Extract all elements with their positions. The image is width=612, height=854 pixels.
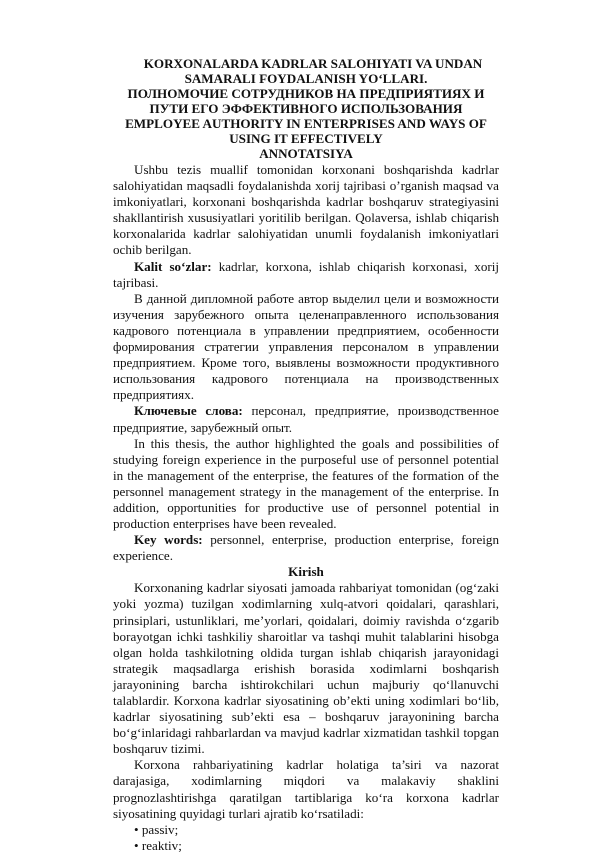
keywords-russian [113, 403, 499, 435]
keywords-russian-text: персонал, предприятие, производственное предприятие, зарубежный опыт. [113, 403, 499, 435]
document-page [113, 56, 499, 854]
keywords-english-text: personnel, enterprise, production enterprise, foreign experience. [113, 532, 500, 564]
title-uzbek: KORXONALARDA KADRLAR SALOHIYATI VA UNDAN SAMARALI FOYDALANISH YO‘LLARI. [143, 56, 483, 86]
policy-types-list [113, 822, 499, 854]
annotation-russian: В данной дипломной работе автор выделил цели и возможности изучения зарубежного опыта целенаправленного использования кадрового потенциала в управлении предприятием, особенности формирования стратегии управления персоналом в управлении предприятием. Кроме того, выявлены возможности продуктивного использования кадрового потенциала на производственных предприятиях. [113, 290, 499, 403]
annotation-uzbek: Ushbu tezis muallif tomonidan korxonani boshqarishda kadrlar salohiyatidan maqsadli foydalanishda xorij tajribasi o’rganish maqsad va imkoniyatlari, korxonani boshqarishda kadrlar boshqaruv strategiyasini shakllantirish xususiyatlari yoritilib berilgan. Qolaversa, ishlab chiqarish korxonalarida kadrlar salohiyatidan unumli foydalanish imkoniyatlari ochib berilgan. [113, 162, 499, 258]
title-english: EMPLOYEE AUTHORITY IN ENTERPRISES AND WAYS OF USING IT EFFECTIVELY [125, 116, 487, 146]
keywords-english-label: Key words: [134, 532, 203, 548]
keywords-english [113, 532, 499, 564]
intro-paragraph-2: Korxona rahbariyatining kadrlar holatiga ta’siri va nazorat darajasiga, xodimlarning miqdori va malakaviy shaklini prognozlashtirishga qaratilgan tartiblariga ko‘ra korxona kadrlar siyosatining quyidagi turlari ajratib ko‘rsatiladi: [113, 757, 499, 821]
keywords-uzbek-text: kadrlar, korxona, ishlab chiqarish korxonasi, xorij tajribasi. [113, 258, 500, 290]
annotation-english: In this thesis, the author highlighted the goals and possibilities of studying foreign experience in the purposeful use of personnel potential in the management of the enterprise, the features of the formation of the personnel management strategy in the management of the enterprise. In addition, opportunities for productive use of personnel potential in production enterprises have been revealed. [113, 435, 499, 532]
intro-heading: Kirish [288, 564, 324, 580]
keywords-uzbek-label: Kalit so‘zlar: [134, 258, 212, 274]
list-item: • reaktiv; [134, 838, 499, 854]
keywords-russian-label: Ключевые слова: [134, 403, 243, 419]
annotation-heading: ANNOTATSIYA [259, 146, 353, 161]
keywords-uzbek [113, 259, 499, 291]
title-russian: ПОЛНОМОЧИЕ СОТРУДНИКОВ НА ПРЕДПРИЯТИЯХ И ПУТИ ЕГО ЭФФЕКТИВНОГО ИСПОЛЬЗОВАНИЯ [127, 86, 485, 116]
intro-paragraph-1: Korxonaning kadrlar siyosati jamoada rahbariyat tomonidan (og‘zaki yoki yozma) tuzilgan xodimlarning xulq-atvori qoidalari, qarashlari, prinsiplari, ustunliklari, me’yorlari, qoidalari, doimiy ravishda o‘zgarib borayotgan ichki tashkiliy sharoitlar va tashqi muhit talablarini hisobga olgan holda tashkilotning oldida turgan ishlab chiqarish jarayonidagi strategik maqsadlarga erishish borasida xodimlarni boshqarish jarayonining barcha ishtirokchilari uchun majburiy qo‘llanuvchi talablardir. Korxona kadrlar siyosatining ob’ekti uning xodimlari bo‘lib, kadrlar siyosatining sub’ekti esa – boshqaruv jarayonining barcha bo‘g‘inlaridagi rahbarlardan va mavjud kadrlar xizmatidan tashkil topgan boshqaruv tizimi. [113, 580, 499, 757]
list-item: • passiv; [134, 822, 499, 838]
